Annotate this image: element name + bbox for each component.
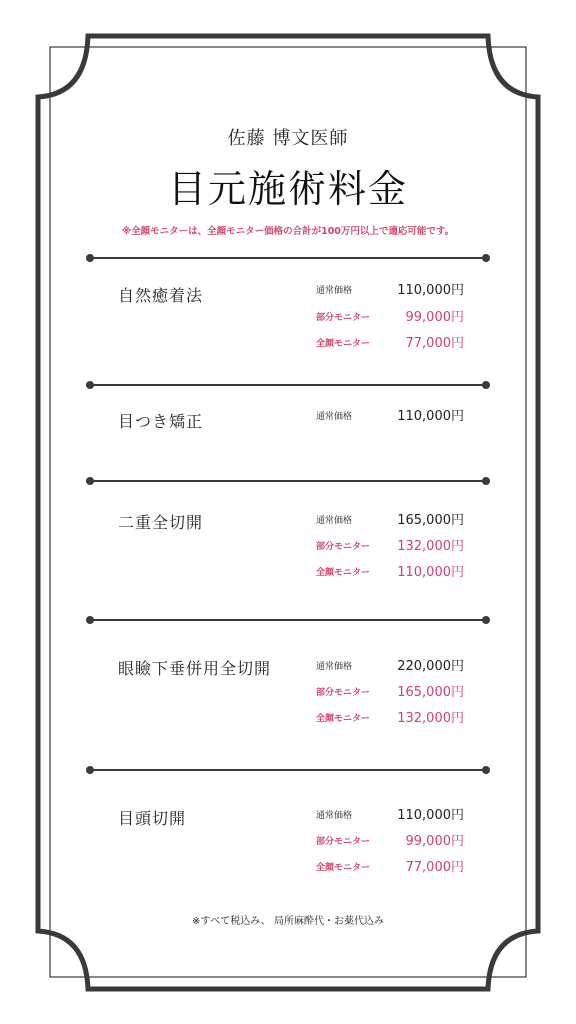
price-value-regular: 220,000円 [397,659,464,674]
separator-dot [482,766,490,774]
price-value-regular: 110,000円 [397,409,464,424]
price-value-full-monitor: 77,000円 [405,336,464,351]
separator [90,619,486,621]
treatment-name: 目つき矯正 [118,412,204,431]
price-value-partial-monitor: 132,000円 [397,539,464,554]
price-value-full-monitor: 110,000円 [397,565,464,580]
tax-footnote: ※すべて税込み、 局所麻酔代・お薬代込み [192,916,384,927]
treatment-name: 自然癒着法 [118,286,204,305]
price-value-full-monitor: 77,000円 [405,860,464,875]
price-value-partial-monitor: 99,000円 [405,310,464,325]
price-label-regular: 通常価格 [316,662,353,672]
separator [90,769,486,771]
price-label-regular: 通常価格 [316,412,353,422]
price-value-regular: 110,000円 [397,808,464,823]
price-label-partial-monitor: 部分モニター [316,313,371,323]
separator [90,257,486,259]
price-label-partial-monitor: 部分モニター [316,688,371,698]
separator-dot [86,616,94,624]
price-label-regular: 通常価格 [316,516,353,526]
treatment-name: 目頭切開 [118,809,187,828]
price-label-full-monitor: 全顔モニター [316,714,371,724]
price-label-full-monitor: 全顔モニター [316,863,371,873]
page-title: 目元施術料金 [167,167,408,211]
separator-dot [482,477,490,485]
price-value-partial-monitor: 165,000円 [397,685,464,700]
treatment-name: 眼瞼下垂併用全切開 [118,659,272,678]
doctor-name: 佐藤 博文医師 [227,128,349,149]
price-label-partial-monitor: 部分モニター [316,837,371,847]
separator-dot [86,254,94,262]
price-label-regular: 通常価格 [316,286,353,296]
separator-dot [482,254,490,262]
treatment-name: 二重全切開 [118,513,204,532]
monitor-note: ※全顔モニターは、全顔モニター価格の合計が100万円以上で適応可能です。 [121,226,455,237]
separator [90,480,486,482]
price-value-regular: 165,000円 [397,513,464,528]
price-value-full-monitor: 132,000円 [397,711,464,726]
price-label-regular: 通常価格 [316,811,353,821]
separator-dot [86,766,94,774]
price-value-regular: 110,000円 [397,283,464,298]
separator-dot [482,616,490,624]
price-label-full-monitor: 全顔モニター [316,568,371,578]
separator [90,384,486,386]
separator-dot [482,381,490,389]
price-label-full-monitor: 全顔モニター [316,339,371,349]
separator-dot [86,381,94,389]
price-value-partial-monitor: 99,000円 [405,834,464,849]
price-label-partial-monitor: 部分モニター [316,542,371,552]
separator-dot [86,477,94,485]
